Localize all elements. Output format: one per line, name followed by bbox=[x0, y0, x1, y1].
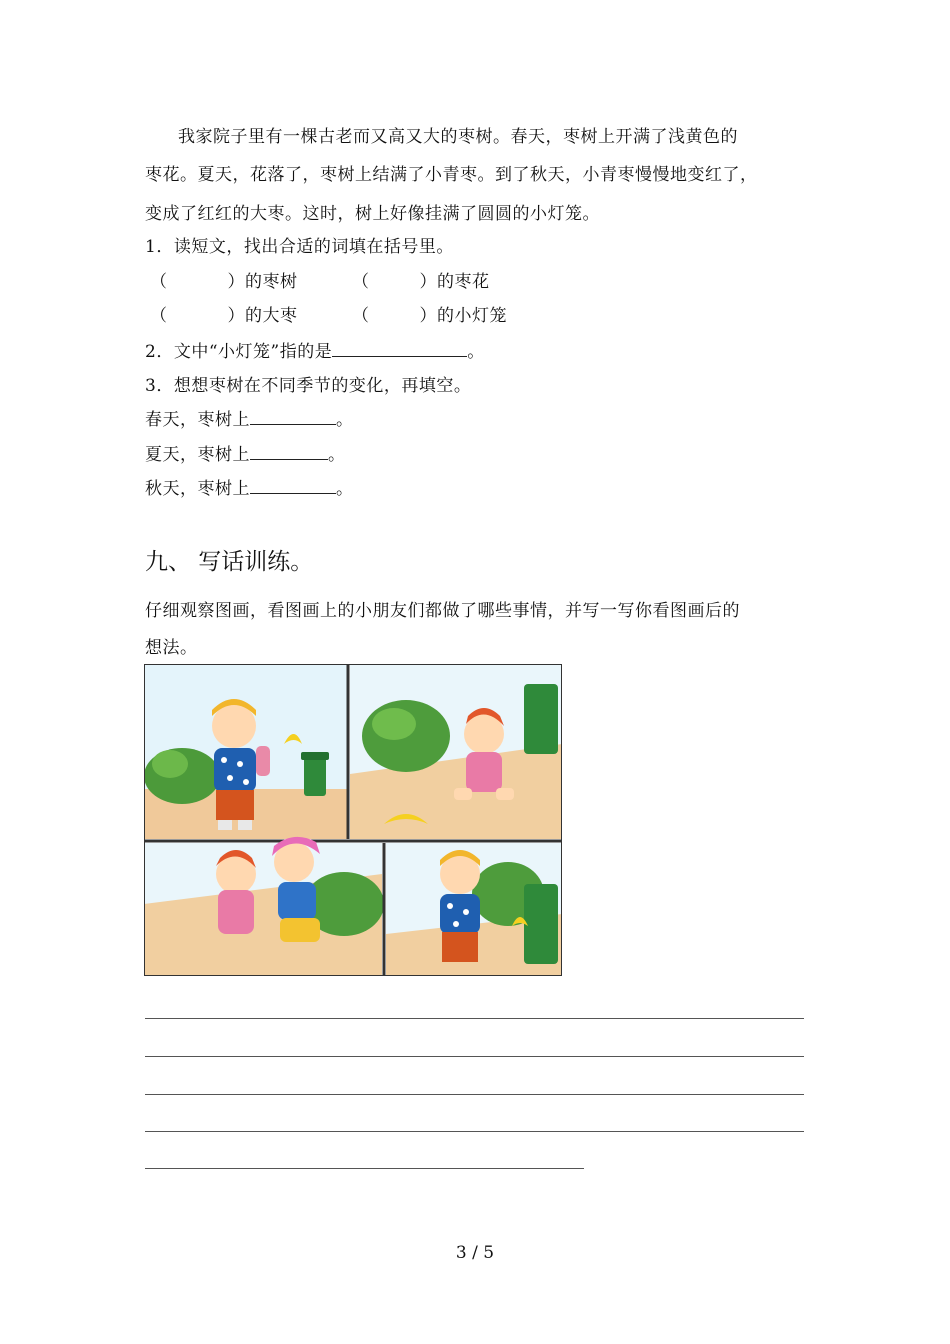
comic-panel-3 bbox=[144, 837, 384, 976]
q3-summer-label: 夏天，枣树上 bbox=[145, 445, 250, 465]
question-3-prompt: 3．想想枣树在不同季节的变化，再填空。 bbox=[145, 376, 472, 396]
writing-line-2[interactable] bbox=[145, 1056, 804, 1057]
q3-summer-blank[interactable] bbox=[250, 443, 328, 460]
writing-line-3[interactable] bbox=[145, 1094, 804, 1095]
comic-strip-image bbox=[144, 664, 562, 976]
q3-autumn-label: 秋天，枣树上 bbox=[145, 479, 250, 499]
section-9-title: 九、 写话训练。 bbox=[145, 549, 314, 575]
writing-line-5[interactable] bbox=[145, 1168, 584, 1169]
q3-autumn bbox=[145, 474, 354, 499]
question-2 bbox=[145, 337, 485, 362]
comic-panel-1 bbox=[144, 664, 348, 839]
page-number: 3 / 5 bbox=[455, 1243, 495, 1263]
q1-item-3: （ ）的大枣 bbox=[150, 306, 298, 326]
passage-line-3: 变成了红红的大枣。这时，树上好像挂满了圆圆的小灯笼。 bbox=[145, 204, 600, 224]
q3-spring bbox=[145, 405, 354, 430]
question-1-prompt: 1．读短文，找出合适的词填在括号里。 bbox=[145, 237, 454, 257]
comic-panel-4 bbox=[386, 843, 562, 976]
q3-spring-blank[interactable] bbox=[250, 408, 336, 425]
q3-summer-end: 。 bbox=[328, 445, 346, 465]
q1-item-4: （ ）的小灯笼 bbox=[352, 306, 507, 326]
q3-autumn-end: 。 bbox=[336, 479, 354, 499]
question-2-prompt: 2．文中“小灯笼”指的是 bbox=[145, 342, 333, 362]
passage-line-2: 枣花。夏天，花落了，枣树上结满了小青枣。到了秋天，小青枣慢慢地变红了， bbox=[145, 165, 758, 185]
section-9-instruction-line-1: 仔细观察图画，看图画上的小朋友们都做了哪些事情，并写一写你看图画后的 bbox=[145, 601, 740, 621]
q2-answer-blank[interactable] bbox=[332, 340, 467, 357]
q3-spring-label: 春天，枣树上 bbox=[145, 410, 250, 430]
section-9-instruction-line-2: 想法。 bbox=[145, 638, 198, 658]
comic-panel-2 bbox=[350, 664, 562, 839]
q3-autumn-blank[interactable] bbox=[250, 477, 336, 494]
writing-line-1[interactable] bbox=[145, 1018, 804, 1019]
writing-line-4[interactable] bbox=[145, 1131, 804, 1132]
q1-item-2: （ ）的枣花 bbox=[352, 272, 490, 292]
q2-end: 。 bbox=[467, 342, 485, 362]
passage-line-1: 我家院子里有一棵古老而又高又大的枣树。春天，枣树上开满了浅黄色的 bbox=[178, 127, 738, 147]
q1-item-1: （ ）的枣树 bbox=[150, 272, 298, 292]
q3-spring-end: 。 bbox=[336, 410, 354, 430]
q3-summer bbox=[145, 440, 346, 465]
